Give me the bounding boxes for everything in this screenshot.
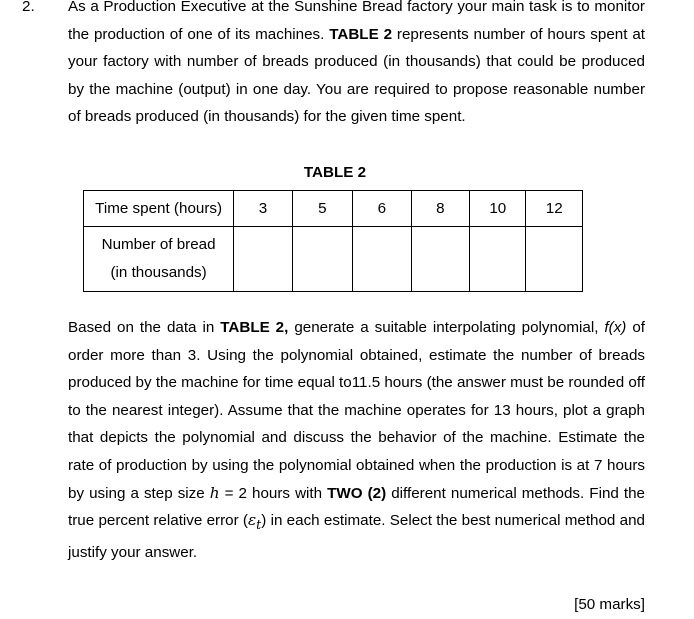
intro-table-ref: TABLE 2	[329, 25, 393, 43]
marks-label: [50 marks]	[574, 596, 645, 613]
bread-cell-empty	[411, 227, 469, 292]
time-cell: 6	[353, 191, 411, 227]
task-method-count: TWO (2)	[327, 484, 387, 502]
task-error-subscript: t	[256, 517, 262, 533]
question-number: 2.	[22, 0, 35, 15]
time-cell: 5	[292, 191, 352, 227]
time-cell: 10	[470, 191, 526, 227]
task-text-2: generate a suitable interpolating polynomial,	[288, 319, 605, 336]
task-table-ref: TABLE 2,	[220, 319, 289, 336]
task-text-4: = 2 hours with	[219, 484, 328, 502]
time-cell: 3	[234, 191, 292, 227]
bread-cell-empty	[526, 227, 583, 292]
bread-cell-empty	[470, 227, 526, 292]
bread-cell-empty	[292, 227, 352, 292]
question-task	[68, 314, 645, 566]
bread-cell-empty	[234, 227, 292, 292]
intro-text-2: represents number of hours spent at your factory with number of breads produced (in thousands) that could be produced by the machine (output) in one day. You are required to propose reasonable number of breads produced (in thousands) for the given time spent.	[68, 25, 645, 126]
table-row-time	[84, 191, 583, 227]
task-function-name: f(x)	[604, 319, 627, 336]
question-intro	[68, 0, 645, 131]
bread-header-cell	[84, 227, 234, 292]
task-text-3: of order more than 3. Using the polynomial obtained, estimate the number of breads produced by the machine for time equal to11.5 hours (the answer must be rounded off to the nearest integer). Assume that the machine operates for 13 hours, plot a graph that depicts the polynomial and discuss the behavior of the machine. Estimate the rate of production by using the polynomial obtained when the production is at 7 hours by using a step size	[68, 319, 645, 502]
task-error-symbol: ε	[248, 511, 257, 530]
intro-text-1: As a Production Executive at the Sunshine Bread factory your main task is to monitor the production of one of its machines.	[68, 0, 645, 43]
time-header-cell: Time spent (hours)	[84, 191, 234, 227]
time-cell: 12	[526, 191, 583, 227]
time-cell: 8	[411, 191, 469, 227]
table-row-bread	[84, 227, 583, 292]
bread-cell-empty	[353, 227, 411, 292]
bread-header-line-2: (in thousands)	[110, 264, 207, 281]
task-text-5: different numerical methods. Find the true percent relative error (	[68, 484, 646, 530]
bread-header-line-1: Number of bread	[101, 236, 216, 253]
task-step-symbol: h	[209, 483, 220, 502]
task-text-1: Based on the data in	[68, 319, 221, 336]
task-text-6: ) in each estimate. Select the best numerical method and justify your answer.	[68, 512, 645, 561]
table-caption: TABLE 2	[303, 164, 367, 181]
data-table	[83, 190, 583, 292]
